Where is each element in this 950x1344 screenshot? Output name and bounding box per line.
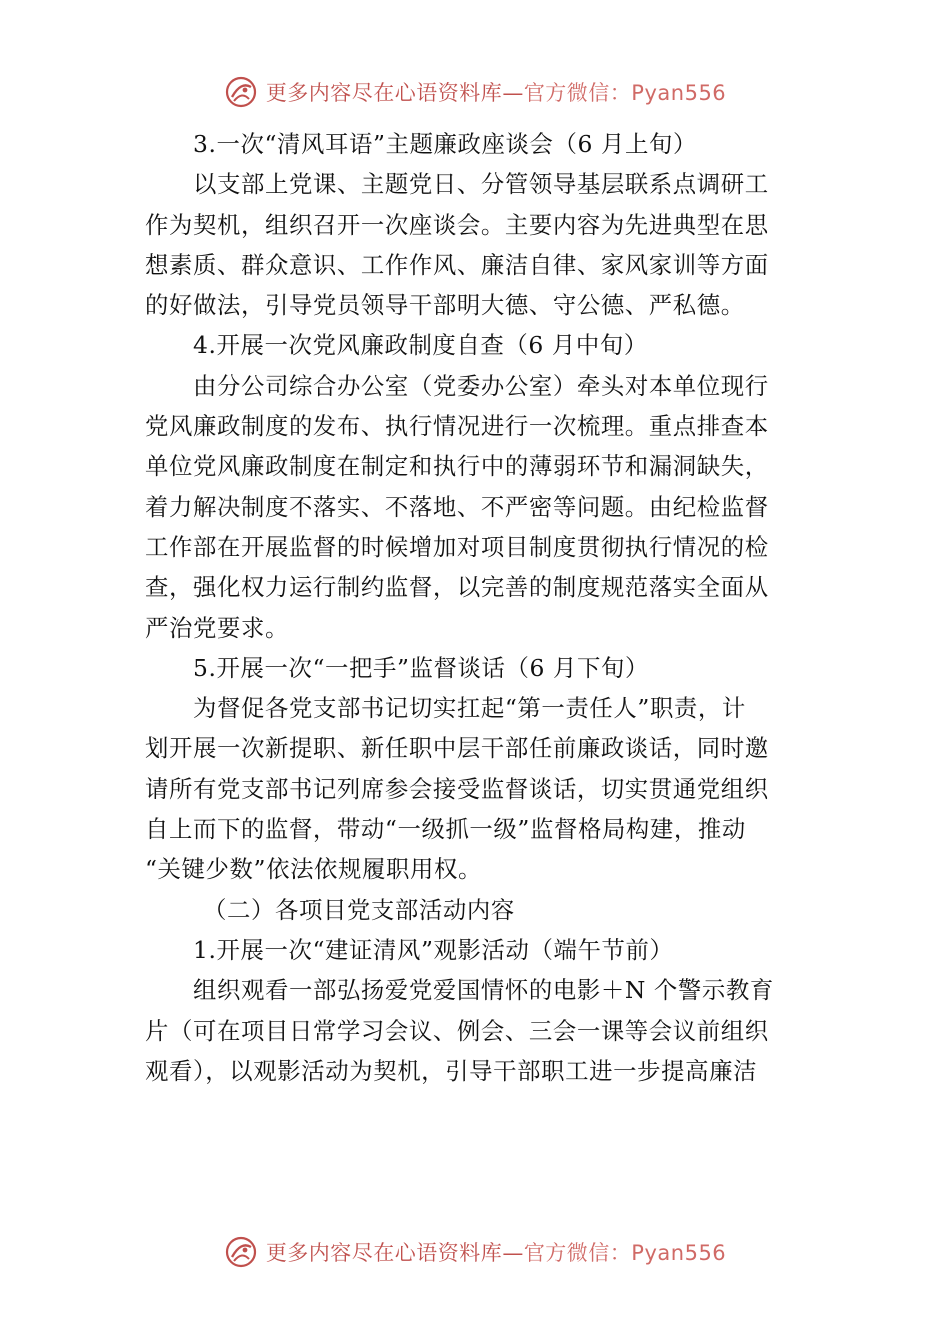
- brand-logo-icon: [224, 75, 258, 109]
- paragraph-line: 严治党要求。: [145, 613, 289, 642]
- section-heading: （二）各项目党支部活动内容: [203, 895, 515, 924]
- paragraph-line: 单位党风廉政制度在制定和执行中的薄弱环节和漏洞缺失，: [145, 452, 769, 481]
- watermark-separator: —: [502, 1241, 524, 1265]
- watermark-contact: 官方微信：Pyan556: [523, 1241, 727, 1265]
- paragraph-line: 由分公司综合办公室（党委办公室）牵头对本单位现行: [193, 371, 769, 400]
- paragraph-line: 观看），以观影活动为契机，引导干部职工进一步提高廉洁: [145, 1056, 758, 1085]
- document-body: [145, 124, 810, 1091]
- paragraph-line: 想素质、群众意识、工作作风、廉洁自律、家风家训等方面: [145, 250, 769, 279]
- paragraph-line: 片（可在项目日常学习会议、例会、三会一课等会议前组织: [145, 1016, 769, 1045]
- paragraph-line: 党风廉政制度的发布、执行情况进行一次梳理。重点排查本: [145, 412, 769, 441]
- watermark-contact: 官方微信：Pyan556: [523, 81, 727, 105]
- watermark-text: 更多内容尽在心语资料库: [265, 81, 503, 105]
- watermark-text: 更多内容尽在心语资料库: [265, 1241, 503, 1265]
- watermark-footer: [0, 1232, 950, 1272]
- heading-item-5: 5.开展一次“一把手”监督谈话（6 月下旬）: [193, 653, 649, 682]
- heading-item-1: 1.开展一次“建证清风”观影活动（端午节前）: [193, 935, 674, 964]
- paragraph-line: 组织观看一部弘扬爱党爱国情怀的电影＋N 个警示教育: [193, 976, 774, 1005]
- paragraph-line: 请所有党支部书记列席参会接受监督谈话，切实贯通党组织: [145, 774, 769, 803]
- paragraph-line: 为督促各党支部书记切实扛起“第一责任人”职责，计: [193, 694, 746, 723]
- paragraph-line: 以支部上党课、主题党日、分管领导基层联系点调研工: [193, 170, 769, 199]
- watermark-header: [0, 72, 950, 112]
- paragraph-line: 作为契机，组织召开一次座谈会。主要内容为先进典型在思: [145, 210, 769, 239]
- paragraph-line: 自上而下的监督，带动“一级抓一级”监督格局构建，推动: [145, 815, 746, 844]
- brand-logo-icon: [224, 1235, 258, 1269]
- paragraph-line: 着力解决制度不落实、不落地、不严密等问题。由纪检监督: [145, 492, 769, 521]
- paragraph-line: 查，强化权力运行制约监督，以完善的制度规范落实全面从: [145, 573, 769, 602]
- paragraph-line: 的好做法，引导党员领导干部明大德、守公德、严私德。: [145, 291, 745, 320]
- heading-item-3: 3.一次“清风耳语”主题廉政座谈会（6 月上旬）: [193, 130, 697, 158]
- paragraph-line: 工作部在开展监督的时候增加对项目制度贯彻执行情况的检: [145, 532, 769, 561]
- paragraph-line: 划开展一次新提职、新任职中层干部任前廉政谈话，同时邀: [145, 734, 769, 763]
- heading-item-4: 4.开展一次党风廉政制度自查（6 月中旬）: [193, 331, 648, 360]
- paragraph-line: “关键少数”依法依规履职用权。: [145, 855, 482, 884]
- watermark-separator: —: [502, 81, 524, 105]
